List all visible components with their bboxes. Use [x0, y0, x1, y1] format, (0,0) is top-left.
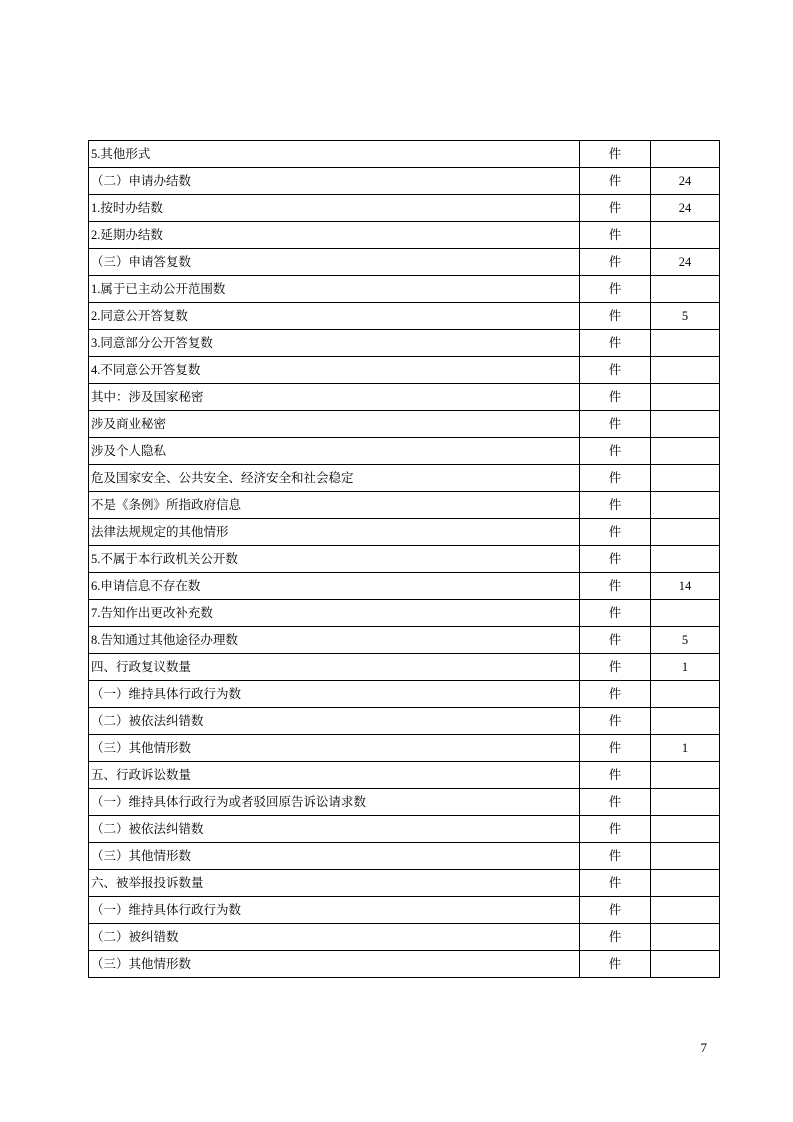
- row-value: 24: [651, 195, 720, 222]
- table-row: [89, 249, 720, 276]
- table-row: [89, 762, 720, 789]
- row-unit: 件: [580, 411, 651, 438]
- row-unit: 件: [580, 627, 651, 654]
- row-unit: 件: [580, 600, 651, 627]
- table-row: [89, 573, 720, 600]
- row-label: 不是《条例》所指政府信息: [89, 492, 580, 519]
- row-value: [651, 951, 720, 978]
- row-unit: 件: [580, 870, 651, 897]
- table-row: [89, 951, 720, 978]
- table-row: [89, 600, 720, 627]
- row-unit: 件: [580, 141, 651, 168]
- table-row: [89, 411, 720, 438]
- row-value: [651, 519, 720, 546]
- row-value: [651, 546, 720, 573]
- row-value: [651, 897, 720, 924]
- row-label: 涉及商业秘密: [89, 411, 580, 438]
- row-label: 涉及个人隐私: [89, 438, 580, 465]
- row-value: [651, 762, 720, 789]
- row-label: 4.不同意公开答复数: [89, 357, 580, 384]
- row-unit: 件: [580, 735, 651, 762]
- row-value: [651, 924, 720, 951]
- row-value: [651, 222, 720, 249]
- row-unit: 件: [580, 681, 651, 708]
- row-value: [651, 384, 720, 411]
- row-unit: 件: [580, 438, 651, 465]
- table-row: [89, 681, 720, 708]
- row-label: （一）维持具体行政行为数: [89, 681, 580, 708]
- row-value: [651, 600, 720, 627]
- row-unit: 件: [580, 168, 651, 195]
- row-unit: 件: [580, 654, 651, 681]
- table-row: [89, 708, 720, 735]
- row-label: 2.延期办结数: [89, 222, 580, 249]
- row-value: [651, 141, 720, 168]
- table-row: [89, 492, 720, 519]
- row-value: [651, 708, 720, 735]
- row-unit: 件: [580, 546, 651, 573]
- row-value: [651, 276, 720, 303]
- row-label: 2.同意公开答复数: [89, 303, 580, 330]
- row-unit: 件: [580, 708, 651, 735]
- row-unit: 件: [580, 384, 651, 411]
- row-value: [651, 411, 720, 438]
- row-unit: 件: [580, 897, 651, 924]
- row-label: 5.不属于本行政机关公开数: [89, 546, 580, 573]
- row-label: 3.同意部分公开答复数: [89, 330, 580, 357]
- table-row: [89, 195, 720, 222]
- statistics-table-container: [88, 140, 706, 978]
- row-value: 24: [651, 168, 720, 195]
- row-label: 6.申请信息不存在数: [89, 573, 580, 600]
- row-unit: 件: [580, 357, 651, 384]
- row-label: 其中：涉及国家秘密: [89, 384, 580, 411]
- row-label: 1.按时办结数: [89, 195, 580, 222]
- row-value: [651, 357, 720, 384]
- row-label: 四、行政复议数量: [89, 654, 580, 681]
- row-unit: 件: [580, 789, 651, 816]
- row-unit: 件: [580, 276, 651, 303]
- row-value: [651, 465, 720, 492]
- government-information-disclosure-table: [88, 140, 720, 978]
- table-row: [89, 519, 720, 546]
- table-row: [89, 276, 720, 303]
- row-label: （二）被依法纠错数: [89, 708, 580, 735]
- row-value: [651, 492, 720, 519]
- row-label: （三）其他情形数: [89, 735, 580, 762]
- table-row: [89, 222, 720, 249]
- row-label: （二）被依法纠错数: [89, 816, 580, 843]
- row-unit: 件: [580, 249, 651, 276]
- table-row: [89, 789, 720, 816]
- row-unit: 件: [580, 303, 651, 330]
- row-value: 24: [651, 249, 720, 276]
- row-unit: 件: [580, 924, 651, 951]
- row-unit: 件: [580, 330, 651, 357]
- row-label: （一）维持具体行政行为数: [89, 897, 580, 924]
- table-row: [89, 897, 720, 924]
- row-value: [651, 681, 720, 708]
- row-unit: 件: [580, 492, 651, 519]
- row-value: 1: [651, 735, 720, 762]
- row-unit: 件: [580, 843, 651, 870]
- row-label: （三）其他情形数: [89, 951, 580, 978]
- row-value: [651, 330, 720, 357]
- row-value: [651, 438, 720, 465]
- table-row: [89, 303, 720, 330]
- row-label: 危及国家安全、公共安全、经济安全和社会稳定: [89, 465, 580, 492]
- row-unit: 件: [580, 816, 651, 843]
- page-number: 7: [700, 1040, 707, 1055]
- row-unit: 件: [580, 573, 651, 600]
- row-value: [651, 789, 720, 816]
- row-label: （三）其他情形数: [89, 843, 580, 870]
- row-label: （二）被纠错数: [89, 924, 580, 951]
- table-row: [89, 843, 720, 870]
- table-row: [89, 438, 720, 465]
- row-value: [651, 870, 720, 897]
- table-row: [89, 330, 720, 357]
- row-unit: 件: [580, 195, 651, 222]
- row-value: [651, 843, 720, 870]
- row-value: 5: [651, 303, 720, 330]
- table-row: [89, 735, 720, 762]
- row-label: 5.其他形式: [89, 141, 580, 168]
- row-label: （一）维持具体行政行为或者驳回原告诉讼请求数: [89, 789, 580, 816]
- table-row: [89, 465, 720, 492]
- table-row: [89, 357, 720, 384]
- row-label: 8.告知通过其他途径办理数: [89, 627, 580, 654]
- table-body: [89, 141, 720, 978]
- table-row: [89, 627, 720, 654]
- row-label: 7.告知作出更改补充数: [89, 600, 580, 627]
- table-row: [89, 654, 720, 681]
- table-row: [89, 924, 720, 951]
- table-row: [89, 141, 720, 168]
- row-unit: 件: [580, 222, 651, 249]
- row-value: 14: [651, 573, 720, 600]
- row-unit: 件: [580, 465, 651, 492]
- table-row: [89, 168, 720, 195]
- row-value: 5: [651, 627, 720, 654]
- row-label: 1.属于已主动公开范围数: [89, 276, 580, 303]
- row-unit: 件: [580, 951, 651, 978]
- row-label: 五、行政诉讼数量: [89, 762, 580, 789]
- table-row: [89, 546, 720, 573]
- table-row: [89, 870, 720, 897]
- row-value: [651, 816, 720, 843]
- row-unit: 件: [580, 762, 651, 789]
- row-unit: 件: [580, 519, 651, 546]
- row-label: 六、被举报投诉数量: [89, 870, 580, 897]
- row-label: （三）申请答复数: [89, 249, 580, 276]
- row-label: 法律法规规定的其他情形: [89, 519, 580, 546]
- table-row: [89, 816, 720, 843]
- table-row: [89, 384, 720, 411]
- row-label: （二）申请办结数: [89, 168, 580, 195]
- row-value: 1: [651, 654, 720, 681]
